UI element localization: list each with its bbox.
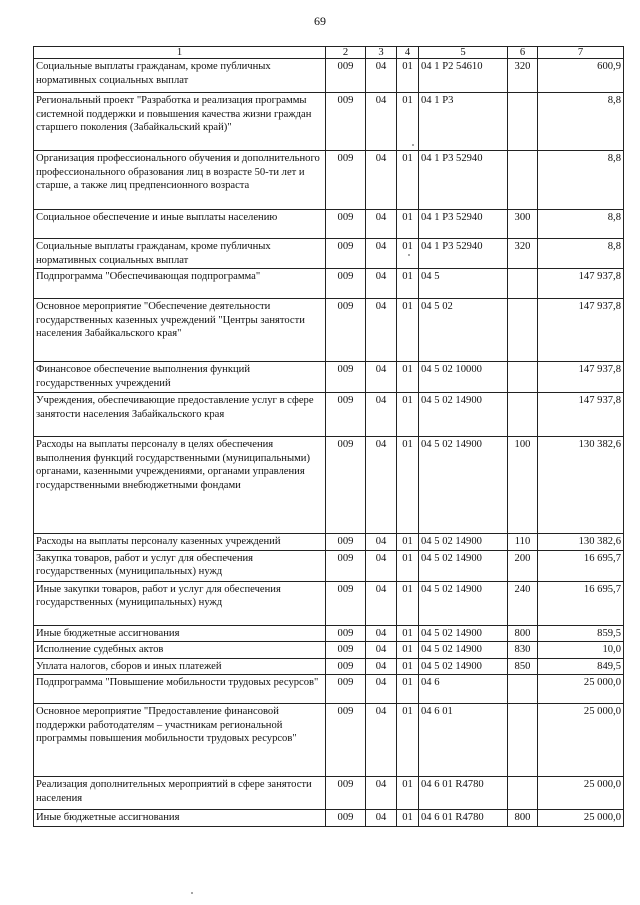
row-target-code: 04 5 02 14900 (419, 534, 508, 551)
row-subsection: 01 (397, 658, 419, 675)
row-expense-type: 300 (508, 210, 538, 239)
row-section: 04 (366, 704, 397, 777)
row-grbs: 009 (326, 810, 366, 827)
row-name: Иные бюджетные ассигнования (34, 625, 326, 642)
row-name: Иные закупки товаров, работ и услуг для обеспечения государственных (муниципальных) нужд (34, 581, 326, 625)
row-name: Основное мероприятие "Предоставление финансовой поддержки работодателям – участникам региональной программы повышения мобильности трудовых ресурсов" (34, 704, 326, 777)
row-amount: 147 937,8 (538, 362, 624, 393)
row-name: Закупка товаров, работ и услуг для обеспечения государственных (муниципальных) нужд (34, 550, 326, 581)
row-subsection: 01 (397, 269, 419, 299)
row-name: Социальные выплаты гражданам, кроме публичных нормативных социальных выплат (34, 239, 326, 269)
row-section: 04 (366, 59, 397, 93)
row-subsection: 01 (397, 59, 419, 93)
row-expense-type: 200 (508, 550, 538, 581)
row-subsection: 01 (397, 93, 419, 151)
row-expense-type (508, 704, 538, 777)
table-row (34, 625, 624, 642)
row-subsection: 01 (397, 393, 419, 437)
row-name: Организация профессионального обучения и дополнительного профессионального образования лиц в возрасте 50-ти лет и старше, а также лиц предпенсионного возраста (34, 151, 326, 210)
row-target-code: 04 5 02 (419, 299, 508, 362)
row-subsection: 01 (397, 151, 419, 210)
row-name: Подпрограмма "Повышение мобильности трудовых ресурсов" (34, 675, 326, 704)
table-row (34, 59, 624, 93)
header-col-7: 7 (538, 47, 624, 59)
row-section: 04 (366, 550, 397, 581)
row-amount: 147 937,8 (538, 299, 624, 362)
row-subsection: 01 (397, 362, 419, 393)
row-amount: 600,9 (538, 59, 624, 93)
scan-speck (412, 144, 414, 146)
row-section: 04 (366, 299, 397, 362)
table-row (34, 642, 624, 659)
row-expense-type (508, 393, 538, 437)
row-expense-type: 100 (508, 437, 538, 534)
table-row (34, 658, 624, 675)
row-amount: 130 382,6 (538, 534, 624, 551)
table-row (34, 437, 624, 534)
row-expense-type: 240 (508, 581, 538, 625)
table-row (34, 362, 624, 393)
row-amount: 147 937,8 (538, 393, 624, 437)
row-expense-type: 320 (508, 59, 538, 93)
table-row (34, 704, 624, 777)
scan-speck (191, 892, 193, 894)
header-col-6: 6 (508, 47, 538, 59)
table-header-row (34, 47, 624, 59)
table-row (34, 239, 624, 269)
row-target-code: 04 5 02 14900 (419, 581, 508, 625)
row-grbs: 009 (326, 93, 366, 151)
row-target-code: 04 6 (419, 675, 508, 704)
row-section: 04 (366, 810, 397, 827)
row-grbs: 009 (326, 777, 366, 810)
row-subsection: 01 (397, 299, 419, 362)
row-expense-type (508, 93, 538, 151)
table-row (34, 93, 624, 151)
row-target-code: 04 6 01 (419, 704, 508, 777)
table-row (34, 777, 624, 810)
row-expense-type (508, 151, 538, 210)
row-subsection: 01 (397, 437, 419, 534)
table-row (34, 151, 624, 210)
row-subsection: 01 (397, 534, 419, 551)
row-name: Региональный проект "Разработка и реализация программы системной поддержки и повышения качества жизни граждан старшего поколения (Забайкальский край)" (34, 93, 326, 151)
row-grbs: 009 (326, 642, 366, 659)
row-name: Финансовое обеспечение выполнения функций государственных учреждений (34, 362, 326, 393)
row-name: Исполнение судебных актов (34, 642, 326, 659)
row-target-code: 04 1 P2 54610 (419, 59, 508, 93)
row-section: 04 (366, 269, 397, 299)
row-section: 04 (366, 642, 397, 659)
row-grbs: 009 (326, 269, 366, 299)
table-row (34, 299, 624, 362)
row-section: 04 (366, 393, 397, 437)
row-amount: 25 000,0 (538, 675, 624, 704)
table-row (34, 581, 624, 625)
table-row (34, 534, 624, 551)
row-grbs: 009 (326, 210, 366, 239)
row-target-code: 04 1 P3 52940 (419, 210, 508, 239)
row-section: 04 (366, 534, 397, 551)
row-target-code: 04 5 02 10000 (419, 362, 508, 393)
row-section: 04 (366, 239, 397, 269)
row-name: Основное мероприятие "Обеспечение деятельности государственных казенных учреждений "Центры занятости населения Забайкальского края" (34, 299, 326, 362)
row-target-code: 04 1 P3 52940 (419, 239, 508, 269)
row-target-code: 04 5 02 14900 (419, 393, 508, 437)
header-col-4: 4 (397, 47, 419, 59)
row-subsection: 01 (397, 210, 419, 239)
row-target-code: 04 5 02 14900 (419, 437, 508, 534)
row-grbs: 009 (326, 437, 366, 534)
row-name: Реализация дополнительных мероприятий в сфере занятости населения (34, 777, 326, 810)
table-row (34, 393, 624, 437)
table-row (34, 675, 624, 704)
row-grbs: 009 (326, 299, 366, 362)
row-amount: 25 000,0 (538, 704, 624, 777)
row-expense-type: 800 (508, 625, 538, 642)
row-amount: 859,5 (538, 625, 624, 642)
row-section: 04 (366, 93, 397, 151)
row-subsection: 01 (397, 239, 419, 269)
row-grbs: 009 (326, 550, 366, 581)
budget-table (33, 46, 624, 827)
row-expense-type: 850 (508, 658, 538, 675)
header-col-2: 2 (326, 47, 366, 59)
row-grbs: 009 (326, 59, 366, 93)
row-subsection: 01 (397, 777, 419, 810)
row-amount: 8,8 (538, 210, 624, 239)
row-expense-type: 110 (508, 534, 538, 551)
row-section: 04 (366, 581, 397, 625)
row-section: 04 (366, 658, 397, 675)
table-row (34, 550, 624, 581)
row-grbs: 009 (326, 362, 366, 393)
row-amount: 10,0 (538, 642, 624, 659)
row-section: 04 (366, 777, 397, 810)
header-col-3: 3 (366, 47, 397, 59)
page-number: 69 (314, 14, 326, 28)
row-section: 04 (366, 625, 397, 642)
row-grbs: 009 (326, 625, 366, 642)
row-name: Подпрограмма "Обеспечивающая подпрограмма" (34, 269, 326, 299)
row-grbs: 009 (326, 675, 366, 704)
row-expense-type (508, 362, 538, 393)
row-expense-type (508, 299, 538, 362)
header-col-5: 5 (419, 47, 508, 59)
table-row (34, 810, 624, 827)
row-amount: 16 695,7 (538, 550, 624, 581)
row-subsection: 01 (397, 675, 419, 704)
row-target-code: 04 6 01 R4780 (419, 777, 508, 810)
row-grbs: 009 (326, 393, 366, 437)
row-expense-type (508, 675, 538, 704)
row-grbs: 009 (326, 704, 366, 777)
row-amount: 16 695,7 (538, 581, 624, 625)
row-expense-type: 320 (508, 239, 538, 269)
row-subsection: 01 (397, 704, 419, 777)
row-name: Социальное обеспечение и иные выплаты населению (34, 210, 326, 239)
row-amount: 147 937,8 (538, 269, 624, 299)
row-target-code: 04 5 02 14900 (419, 625, 508, 642)
row-target-code: 04 5 (419, 269, 508, 299)
row-section: 04 (366, 362, 397, 393)
row-grbs: 009 (326, 151, 366, 210)
row-section: 04 (366, 210, 397, 239)
row-target-code: 04 5 02 14900 (419, 550, 508, 581)
row-name: Уплата налогов, сборов и иных платежей (34, 658, 326, 675)
row-name: Расходы на выплаты персоналу казенных учреждений (34, 534, 326, 551)
row-amount: 25 000,0 (538, 810, 624, 827)
row-grbs: 009 (326, 658, 366, 675)
row-subsection: 01 (397, 550, 419, 581)
row-subsection: 01 (397, 625, 419, 642)
row-grbs: 009 (326, 581, 366, 625)
row-name: Учреждения, обеспечивающие предоставление услуг в сфере занятости населения Забайкальского края (34, 393, 326, 437)
row-expense-type (508, 777, 538, 810)
row-amount: 130 382,6 (538, 437, 624, 534)
row-target-code: 04 1 P3 52940 (419, 151, 508, 210)
row-target-code: 04 6 01 R4780 (419, 810, 508, 827)
row-name: Расходы на выплаты персоналу в целях обеспечения выполнения функций государственными (муниципальными) органами, казенными учреждениями, органами управления государственными внебюджетными фондами (34, 437, 326, 534)
row-expense-type: 830 (508, 642, 538, 659)
header-col-1: 1 (34, 47, 326, 59)
row-target-code: 04 5 02 14900 (419, 658, 508, 675)
row-name: Социальные выплаты гражданам, кроме публичных нормативных социальных выплат (34, 59, 326, 93)
row-section: 04 (366, 437, 397, 534)
row-subsection: 01 (397, 642, 419, 659)
row-grbs: 009 (326, 534, 366, 551)
row-amount: 8,8 (538, 93, 624, 151)
scan-speck (408, 254, 410, 256)
row-name: Иные бюджетные ассигнования (34, 810, 326, 827)
row-expense-type: 800 (508, 810, 538, 827)
row-section: 04 (366, 151, 397, 210)
table-row (34, 210, 624, 239)
row-subsection: 01 (397, 810, 419, 827)
table-row (34, 269, 624, 299)
row-target-code: 04 5 02 14900 (419, 642, 508, 659)
row-subsection: 01 (397, 581, 419, 625)
row-target-code: 04 1 P3 (419, 93, 508, 151)
row-expense-type (508, 269, 538, 299)
row-amount: 25 000,0 (538, 777, 624, 810)
row-amount: 8,8 (538, 151, 624, 210)
row-grbs: 009 (326, 239, 366, 269)
row-section: 04 (366, 675, 397, 704)
row-amount: 8,8 (538, 239, 624, 269)
row-amount: 849,5 (538, 658, 624, 675)
